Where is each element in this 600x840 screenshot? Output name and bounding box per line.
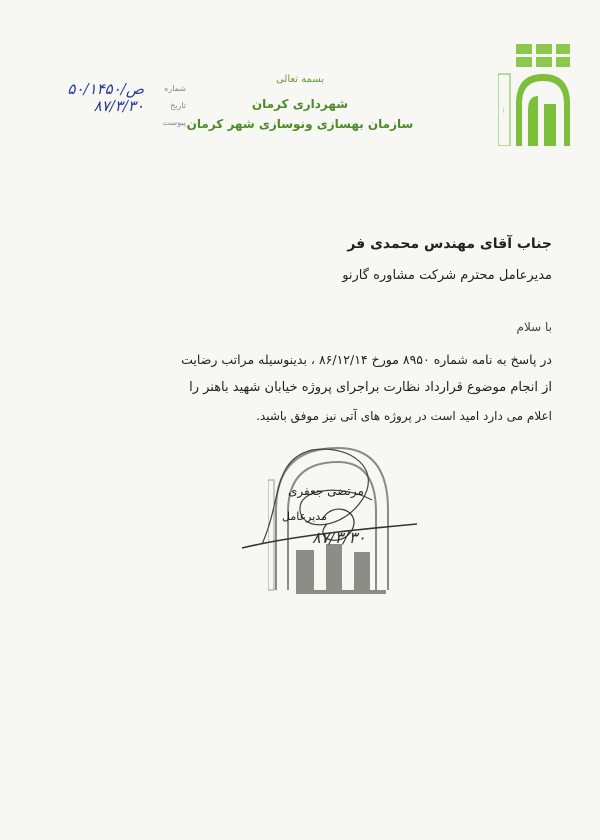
paragraph-line-1: در پاسخ به نامه شماره ۸۹۵۰ مورخ ۸۶/۱۲/۱۴ ، بدینوسیله مراتب رضایت — [181, 352, 552, 367]
letter-header — [180, 74, 420, 131]
attachment-label: پیوست — [162, 118, 186, 127]
letter-meta — [36, 80, 186, 131]
signatory-name: مرتضی جعفری — [288, 484, 364, 498]
recipient: جناب آقای مهندس محمدی فر — [347, 236, 552, 252]
signature-date: ۸۷/۳/۳۰ — [312, 528, 366, 547]
basmala: بسمه تعالی — [275, 74, 325, 85]
svg-text:...: ... — [499, 107, 506, 113]
organization-subname: سازمان بهسازی ونوسازی شهر کرمان — [186, 117, 414, 131]
date-label: تاریخ — [170, 101, 186, 110]
paragraph-line-3: اعلام می دارد امید است در پروژه های آتی نیز موفق باشید. — [256, 409, 552, 423]
signatory-title: مدیرعامل — [282, 510, 327, 523]
number-label: شماره — [164, 84, 186, 93]
greeting: با سلام — [516, 320, 552, 334]
organization-logo-icon — [498, 44, 570, 146]
organization-name: شهرداری کرمان — [251, 97, 349, 111]
paragraph-line-2: از انجام موضوع قرارداد نظارت براجرای پروژه خیابان شهید باهنر را — [189, 380, 552, 395]
date-value: ۸۷/۳/۳۰ — [93, 96, 144, 115]
recipient-position: مدیرعامل محترم شرکت مشاوره گارنو — [342, 268, 552, 283]
number-value: ۵۰/۱۴۵۰/ص — [67, 79, 144, 98]
